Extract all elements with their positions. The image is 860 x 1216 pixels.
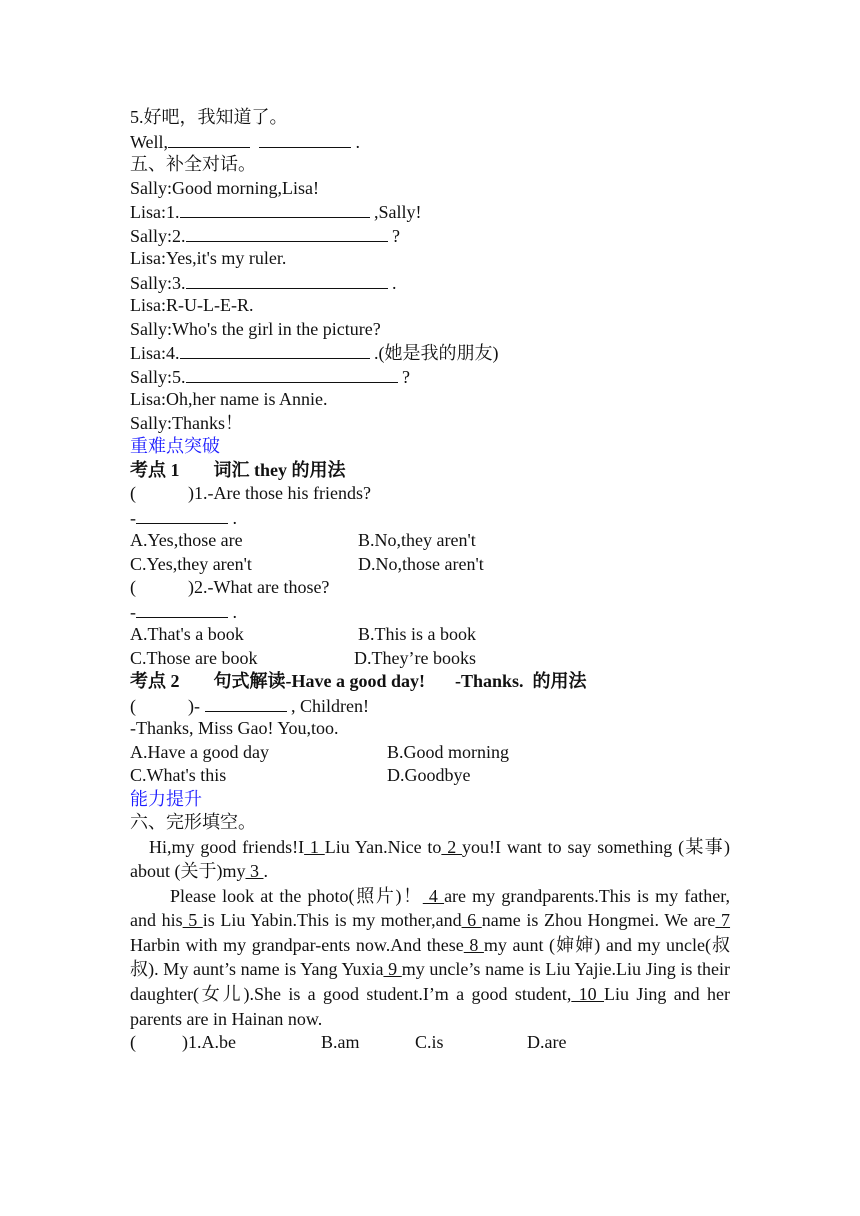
dialogue-line: Lisa:1. ,Sally! [130, 202, 422, 222]
answer-blank[interactable] [136, 600, 228, 618]
option-c[interactable]: C.Yes,they aren't [130, 553, 252, 574]
answer-blank[interactable] [180, 341, 370, 359]
options-row [130, 623, 730, 647]
item5-answer-line [130, 130, 730, 154]
cloze-blank-1[interactable]: 1 [304, 836, 325, 857]
question-reply: -Thanks, Miss Gao! You,too. [130, 718, 339, 738]
option-b[interactable]: B.No,they aren't [358, 530, 476, 550]
option-c[interactable]: C.is [415, 1032, 444, 1053]
dialogue-line: Sally:Good morning,Lisa! [130, 177, 319, 198]
option-d[interactable]: D.Goodbye [387, 765, 471, 785]
answer-blank[interactable] [186, 271, 388, 289]
dialogue-line: Sally:3. . [130, 272, 397, 293]
answer-blank[interactable] [186, 365, 398, 383]
answer-blank[interactable] [180, 200, 370, 218]
answer-blank[interactable] [136, 506, 228, 524]
dialogue-line: Sally:Who's the girl in the picture? [130, 318, 381, 339]
option-c[interactable]: C.Those are book [130, 647, 258, 668]
worksheet-page [130, 106, 730, 1055]
cloze-blank-2[interactable]: 2 [441, 836, 463, 857]
cloze-blank-9[interactable]: 9 [383, 959, 402, 980]
cloze-blank-3[interactable]: 3 [245, 861, 264, 882]
dialogue-line: Sally:5. ? [130, 366, 411, 387]
section5-title: 五、补全对话。 [130, 154, 256, 174]
options-row [130, 741, 730, 765]
cloze-question-1: ( )1.A.be B.am C.is D.are [130, 1031, 730, 1055]
option-b[interactable]: B.am [321, 1032, 360, 1053]
item5-prompt: 5.好吧，我知道了。 [130, 107, 288, 127]
option-d[interactable]: D.are [527, 1032, 567, 1053]
question-answer-line: - . [130, 507, 237, 528]
option-b[interactable]: B.This is a book [358, 624, 477, 644]
answer-blank[interactable] [186, 224, 388, 242]
option-b[interactable]: B.Good morning [387, 741, 510, 762]
dialogue-line: Lisa:4. .(她是我的朋友) [130, 343, 499, 363]
options-row [130, 553, 730, 577]
question-stem: ( )- , Children! [130, 695, 369, 716]
answer-blank[interactable] [205, 694, 287, 712]
question-stem: ( )2.-What are those? [130, 577, 330, 597]
item5-end: . [351, 131, 361, 152]
option-d[interactable]: D.They’re books [354, 647, 476, 668]
kaodian2-heading: 考点 2 句式解读-Have a good day! -Thanks. 的用法 [130, 671, 587, 691]
options-row [130, 647, 730, 671]
option-a[interactable]: A.Have a good day [130, 741, 269, 762]
cloze-paragraph-2: Please look at the photo(照片)！ 4 are my grandparents.This is my father, and his 5 is Liu Yabin.This is my mother,and 6 name is Zhou Hongmei. We are 7 Harbin with my grandpar-ents now.And these 8 my aunt (婶婶) and my uncle(叔叔). My aunt’s name is Yang Yuxia 9 my uncle’s name is Liu Yajie.Liu Jing is their daughter(女儿).She is a good student.I’m a good student, 10 Liu Jing and her parents are in Hainan now. [130, 885, 731, 1029]
answer-blank[interactable] [259, 130, 351, 148]
options-row [130, 764, 730, 788]
cloze-blank-5[interactable]: 5 [182, 910, 203, 931]
question-answer-line: - . [130, 601, 237, 622]
answer-blank[interactable] [168, 130, 250, 148]
cloze-blank-6[interactable]: 6 [461, 910, 482, 931]
cloze-blank-8[interactable]: 8 [463, 934, 484, 955]
dialogue-line: Lisa:R-U-L-E-R. [130, 295, 254, 315]
option-c[interactable]: C.What's this [130, 765, 227, 785]
option-a[interactable]: A.Yes,those are [130, 530, 243, 550]
item5-lead: Well, [130, 131, 169, 152]
dialogue-line: Lisa:Yes,it's my ruler. [130, 248, 287, 268]
dialogue-line: Lisa:Oh,her name is Annie. [130, 389, 328, 409]
option-a[interactable]: A.That's a book [130, 624, 244, 644]
section-ability: 能力提升 [130, 788, 202, 809]
dialogue-line: Sally:Thanks！ [130, 412, 243, 433]
dialogue-line: Sally:2. ? [130, 225, 401, 246]
option-d[interactable]: D.No,those aren't [358, 553, 484, 574]
section6-title: 六、完形填空。 [130, 812, 256, 832]
cloze-blank-10[interactable]: 10 [571, 984, 605, 1005]
section-key-points: 重难点突破 [130, 436, 220, 456]
cloze-blank-7[interactable]: 7 [715, 910, 731, 931]
cloze-paragraph-1: Hi,my good friends!I 1 Liu Yan.Nice to 2 you!I want to say something (某事) about (关于)my 3 . [130, 836, 730, 882]
question-stem: ( )1.-Are those his friends? [130, 483, 371, 503]
kaodian1-heading: 考点 1 词汇 they 的用法 [130, 459, 346, 480]
cloze-blank-4[interactable]: 4 [422, 885, 445, 906]
options-row [130, 529, 730, 553]
